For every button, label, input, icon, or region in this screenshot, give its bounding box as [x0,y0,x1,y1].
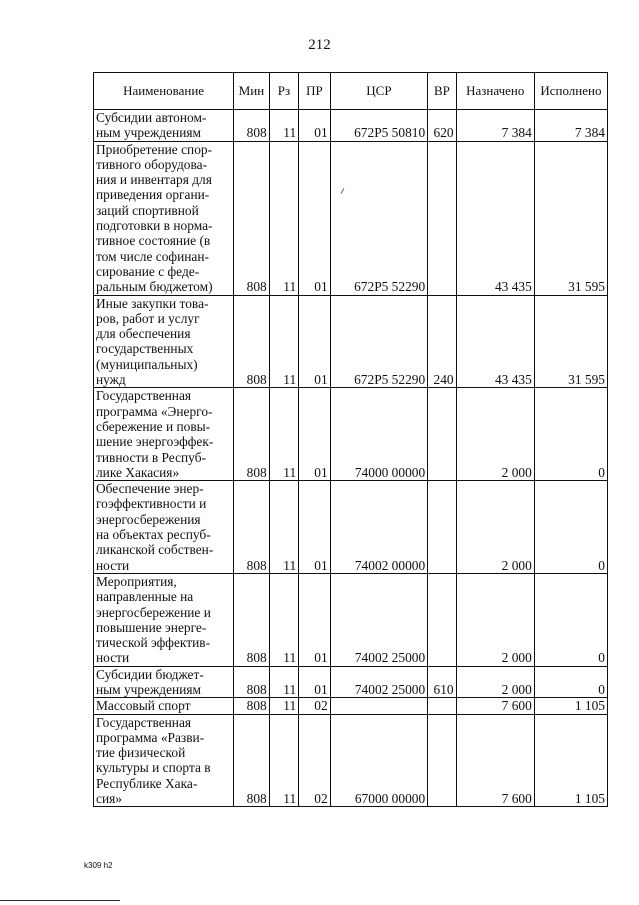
row-ministry-code: 808 [234,388,270,481]
row-name-line: сбережение и повы- [96,418,211,434]
row-executed-amount: 0 [534,388,607,481]
row-expense-type-code [428,698,456,714]
row-name [94,388,234,481]
footer-divider [0,900,120,901]
row-section-code: 11 [269,698,298,714]
row-section-code: 11 [269,481,298,574]
row-name-line: Обеспечение энер- [96,481,204,497]
row-assigned-amount: 7 600 [456,698,534,714]
row-name-line: Государственная [96,714,192,730]
row-name-line: подготовки в норма- [96,218,213,234]
row-name-line: направленные на [96,589,194,605]
row-name-line: шение энергоэффек- [96,434,214,450]
header-csr: ЦСР [330,73,428,110]
row-section-code: 11 [269,666,298,698]
row-name-line: ности [96,557,130,573]
row-ministry-code: 808 [234,141,270,295]
row-section-code: 11 [269,573,298,666]
row-subsection-code: 02 [299,714,330,807]
row-name-line: Республике Хака- [96,775,198,791]
row-name-line: гоэффективности и [96,496,207,512]
row-assigned-amount: 43 435 [456,295,534,388]
row-name [94,666,234,698]
row-expense-type-code [428,481,456,574]
header-rz: Рз [269,73,298,110]
row-target-article-code: 74002 25000 [330,666,428,698]
row-ministry-code: 808 [234,481,270,574]
row-target-article-code: 672P5 52290 [330,295,428,388]
row-subsection-code: 01 [299,573,330,666]
row-name [94,110,234,142]
row-name-line: ности [96,650,130,666]
row-name-line: тивного оборудова- [96,156,208,172]
table-row [94,388,608,481]
row-name-line: Приобретение спор- [96,141,213,157]
row-name [94,573,234,666]
row-assigned-amount: 2 000 [456,481,534,574]
row-ministry-code: 808 [234,110,270,142]
row-name-line: том числе софинан- [96,248,209,264]
row-expense-type-code [428,573,456,666]
header-pr: ПР [299,73,330,110]
row-subsection-code: 01 [299,481,330,574]
header-min: Мин [234,73,270,110]
row-expense-type-code [428,714,456,807]
row-name [94,698,234,714]
row-executed-amount: 1 105 [534,698,607,714]
row-subsection-code: 01 [299,141,330,295]
row-executed-amount: 31 595 [534,295,607,388]
row-name-line: энергосбережения [96,511,201,527]
row-name-line: заций спортивной [96,202,199,218]
table-row [94,110,608,142]
row-target-article-code [330,698,428,714]
row-assigned-amount: 43 435 [456,141,534,295]
header-vr: ВР [428,73,456,110]
row-subsection-code: 02 [299,698,330,714]
row-assigned-amount: 7 600 [456,714,534,807]
row-expense-type-code [428,141,456,295]
row-executed-amount: 0 [534,573,607,666]
row-name-line: лике Хакасия» [96,464,180,480]
budget-table [93,72,608,807]
row-name-line: Массовый спорт [96,698,191,714]
row-name-line: тивное состояние (в [96,233,211,249]
row-name-line: программа «Энерго- [96,403,213,419]
row-expense-type-code [428,388,456,481]
row-executed-amount: 7 384 [534,110,607,142]
row-name-line: нужд [96,372,126,388]
row-target-article-code: 74002 25000 [330,573,428,666]
row-name [94,714,234,807]
row-target-article-code: 672P5 52290 [330,141,428,295]
row-assigned-amount: 2 000 [456,666,534,698]
row-target-article-code: 74002 00000 [330,481,428,574]
row-name-line: Субсидии бюджет- [96,666,204,682]
table-header-row [94,73,608,110]
row-subsection-code: 01 [299,388,330,481]
table-row [94,714,608,807]
row-assigned-amount: 7 384 [456,110,534,142]
header-assigned: Назначено [456,73,534,110]
row-name-line: Субсидии автоном- [96,110,207,125]
table-row [94,481,608,574]
row-subsection-code: 01 [299,295,330,388]
row-name-line: ров, работ и услуг [96,310,200,326]
row-name-line: программа «Разви- [96,729,205,745]
row-executed-amount: 0 [534,481,607,574]
row-target-article-code: 74000 00000 [330,388,428,481]
row-section-code: 11 [269,714,298,807]
row-name-line: Государственная [96,388,192,404]
row-target-article-code: 672P5 50810 [330,110,428,142]
row-name-line: тивности в Респуб- [96,449,206,465]
row-expense-type-code: 610 [428,666,456,698]
row-expense-type-code: 620 [428,110,456,142]
table-body [94,110,608,807]
row-name-line: для обеспечения [96,326,191,342]
row-name-line: Мероприятия, [96,573,177,589]
row-ministry-code: 808 [234,714,270,807]
row-ministry-code: 808 [234,295,270,388]
row-target-article-code: 67000 00000 [330,714,428,807]
row-name [94,481,234,574]
row-name-line: сирование с феде- [96,263,200,279]
row-name-line: ным учреждениям [96,681,202,697]
row-name-line: тие физической [96,745,186,761]
footer-code: k309 h2 [84,861,113,870]
row-assigned-amount: 2 000 [456,388,534,481]
row-name-line: ния и инвентаря для [96,172,212,188]
row-name [94,295,234,388]
row-section-code: 11 [269,141,298,295]
header-executed: Исполнено [534,73,607,110]
row-executed-amount: 31 595 [534,141,607,295]
row-executed-amount: 1 105 [534,714,607,807]
row-name-line: на объектах респуб- [96,527,211,543]
row-section-code: 11 [269,388,298,481]
table-row [94,666,608,698]
row-ministry-code: 808 [234,573,270,666]
row-name-line: государственных [96,341,194,357]
row-name [94,141,234,295]
table-row [94,141,608,295]
row-expense-type-code: 240 [428,295,456,388]
header-name: Наименование [94,73,234,110]
row-ministry-code: 808 [234,666,270,698]
row-name-line: Иные закупки това- [96,295,209,311]
row-ministry-code: 808 [234,698,270,714]
row-name-line: ликанской собствен- [96,542,214,558]
table-row [94,573,608,666]
row-name-line: культуры и спорта в [96,760,211,776]
table-row [94,698,608,714]
row-name-line: сия» [96,791,122,807]
row-name-line: приведения органи- [96,187,210,203]
row-name-line: ным учреждениям [96,125,202,141]
row-name-line: энергосбережение и [96,604,211,620]
row-name-line: ральным бюджетом) [96,279,213,295]
row-subsection-code: 01 [299,110,330,142]
page-number: 212 [308,37,331,53]
row-assigned-amount: 2 000 [456,573,534,666]
row-executed-amount: 0 [534,666,607,698]
row-subsection-code: 01 [299,666,330,698]
table-row [94,295,608,388]
row-name-line: (муниципальных) [96,356,198,372]
row-name-line: тической эффектив- [96,635,211,651]
row-section-code: 11 [269,295,298,388]
row-section-code: 11 [269,110,298,142]
row-name-line: повышение энерге- [96,619,207,635]
